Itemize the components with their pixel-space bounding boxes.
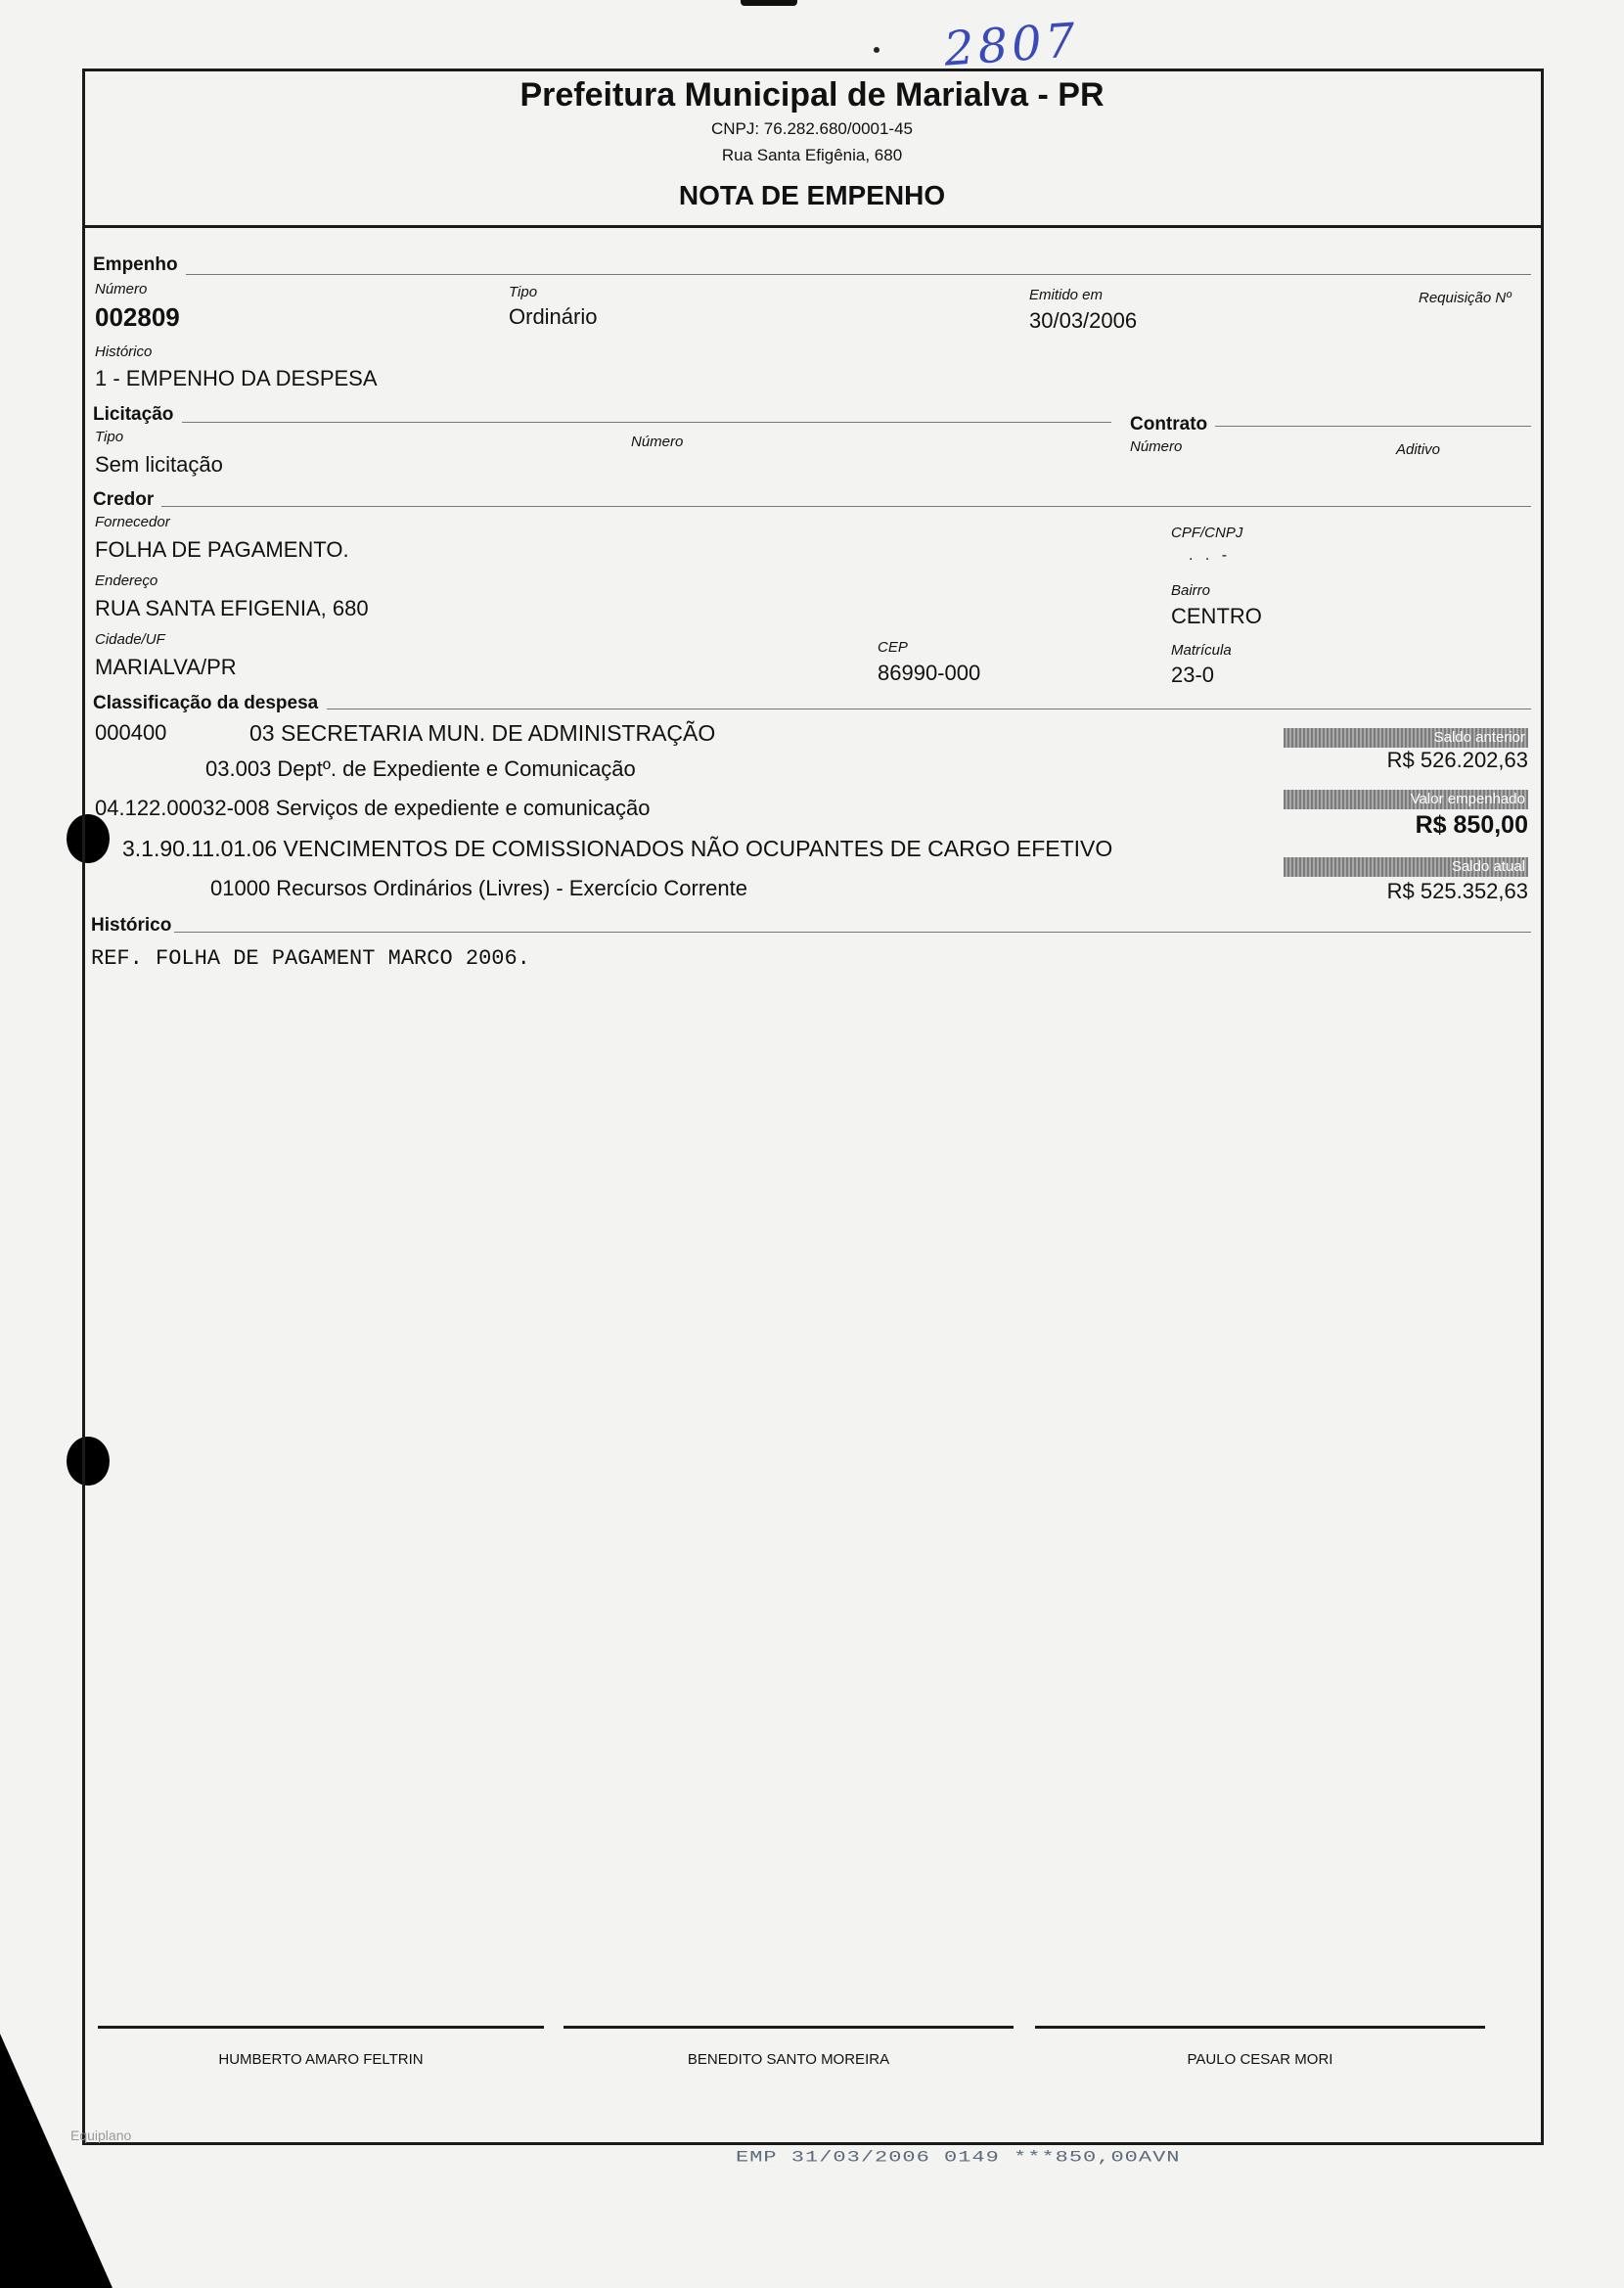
saldo-anterior-label: Saldo anterior <box>1284 728 1528 748</box>
licitacao-tipo-label: Tipo <box>95 429 124 445</box>
signature-name-2: BENEDITO SANTO MOREIRA <box>687 2051 890 2068</box>
elemento: 3.1.90.11.01.06 VENCIMENTOS DE COMISSIONADOS NÃO OCUPANTES DE CARGO EFETIVO <box>122 836 1113 861</box>
software-label: Equiplano <box>70 2128 132 2143</box>
recurso: 01000 Recursos Ordinários (Livres) - Exercício Corrente <box>210 876 747 900</box>
orgao-code: 000400 <box>95 720 167 745</box>
header-divider <box>82 225 1544 228</box>
scan-mark-top <box>741 0 797 6</box>
cidade: MARIALVA/PR <box>95 655 237 679</box>
fornecedor: FOLHA DE PAGAMENTO. <box>95 537 349 562</box>
empenho-emitido: 30/03/2006 <box>1029 308 1138 333</box>
fornecedor-label: Fornecedor <box>95 514 170 530</box>
section-historico: Histórico <box>91 915 172 936</box>
matricula-label: Matrícula <box>1171 642 1232 659</box>
saldo-atual-label: Saldo atual <box>1284 857 1528 877</box>
handwritten-annotation: 2807 <box>942 13 1081 77</box>
signature-line-2 <box>564 2026 1014 2029</box>
scan-dot <box>874 47 880 53</box>
bairro-label: Bairro <box>1171 582 1211 599</box>
section-credor-rule <box>161 506 1531 507</box>
saldo-anterior: R$ 526.202,63 <box>1386 748 1528 772</box>
licitacao-tipo: Sem licitação <box>95 452 223 477</box>
signature-name-1: HUMBERTO AMARO FELTRIN <box>218 2051 424 2068</box>
saldo-atual: R$ 525.352,63 <box>1386 879 1528 903</box>
cep: 86990-000 <box>878 661 981 685</box>
valor-empenhado: R$ 850,00 <box>1415 811 1528 839</box>
org-address: Rua Santa Efigênia, 680 <box>721 146 903 164</box>
orgao: 03 SECRETARIA MUN. DE ADMINISTRAÇÃO <box>249 720 716 746</box>
matricula: 23-0 <box>1171 663 1215 687</box>
section-contrato: Contrato <box>1130 414 1208 435</box>
cpf-cnpj: . . - <box>1189 547 1232 564</box>
empenho-tipo: Ordinário <box>509 304 598 329</box>
cidade-label: Cidade/UF <box>95 631 165 648</box>
endereco: RUA SANTA EFIGENIA, 680 <box>95 596 369 620</box>
licitacao-numero-label: Número <box>631 434 684 450</box>
empenho-emitido-label: Emitido em <box>1029 287 1104 303</box>
section-classificacao: Classificação da despesa <box>93 693 319 713</box>
funcional: 04.122.00032-008 Serviços de expediente e comunicação <box>95 796 651 820</box>
signature-line-1 <box>98 2026 544 2029</box>
unidade: 03.003 Deptº. de Expediente e Comunicação <box>205 756 636 781</box>
contrato-numero-label: Número <box>1130 438 1183 455</box>
bairro: CENTRO <box>1171 604 1262 628</box>
org-name: Prefeitura Municipal de Marialva - PR <box>519 76 1105 114</box>
section-empenho: Empenho <box>93 254 178 275</box>
section-licitacao: Licitação <box>93 404 174 425</box>
contrato-aditivo-label: Aditivo <box>1396 441 1441 458</box>
section-contrato-rule <box>1215 426 1531 427</box>
section-historico-rule <box>174 932 1531 933</box>
signature-name-3: PAULO CESAR MORI <box>1187 2051 1333 2068</box>
endereco-label: Endereço <box>95 572 158 589</box>
empenho-historico-label: Histórico <box>95 343 153 360</box>
empenho-tipo-label: Tipo <box>509 284 538 300</box>
section-empenho-rule <box>186 274 1531 275</box>
empenho-numero: 002809 <box>95 302 180 332</box>
cpf-cnpj-label: CPF/CNPJ <box>1171 525 1243 541</box>
empenho-historico: 1 - EMPENHO DA DESPESA <box>95 366 378 390</box>
section-credor: Credor <box>93 489 155 510</box>
cep-label: CEP <box>878 639 908 656</box>
document-title: NOTA DE EMPENHO <box>678 180 946 210</box>
signature-line-3 <box>1035 2026 1485 2029</box>
historico-text: REF. FOLHA DE PAGAMENT MARCO 2006. <box>91 946 530 971</box>
requisicao-label: Requisição Nº <box>1419 290 1511 306</box>
valor-empenhado-label: Valor empenhado <box>1284 790 1528 809</box>
empenho-numero-label: Número <box>95 281 148 297</box>
mechanical-stamp: EMP 31/03/2006 0149 ***850,00AVN <box>736 2149 1181 2167</box>
org-cnpj: CNPJ: 76.282.680/0001-45 <box>710 119 914 138</box>
section-licitacao-rule <box>182 422 1111 423</box>
